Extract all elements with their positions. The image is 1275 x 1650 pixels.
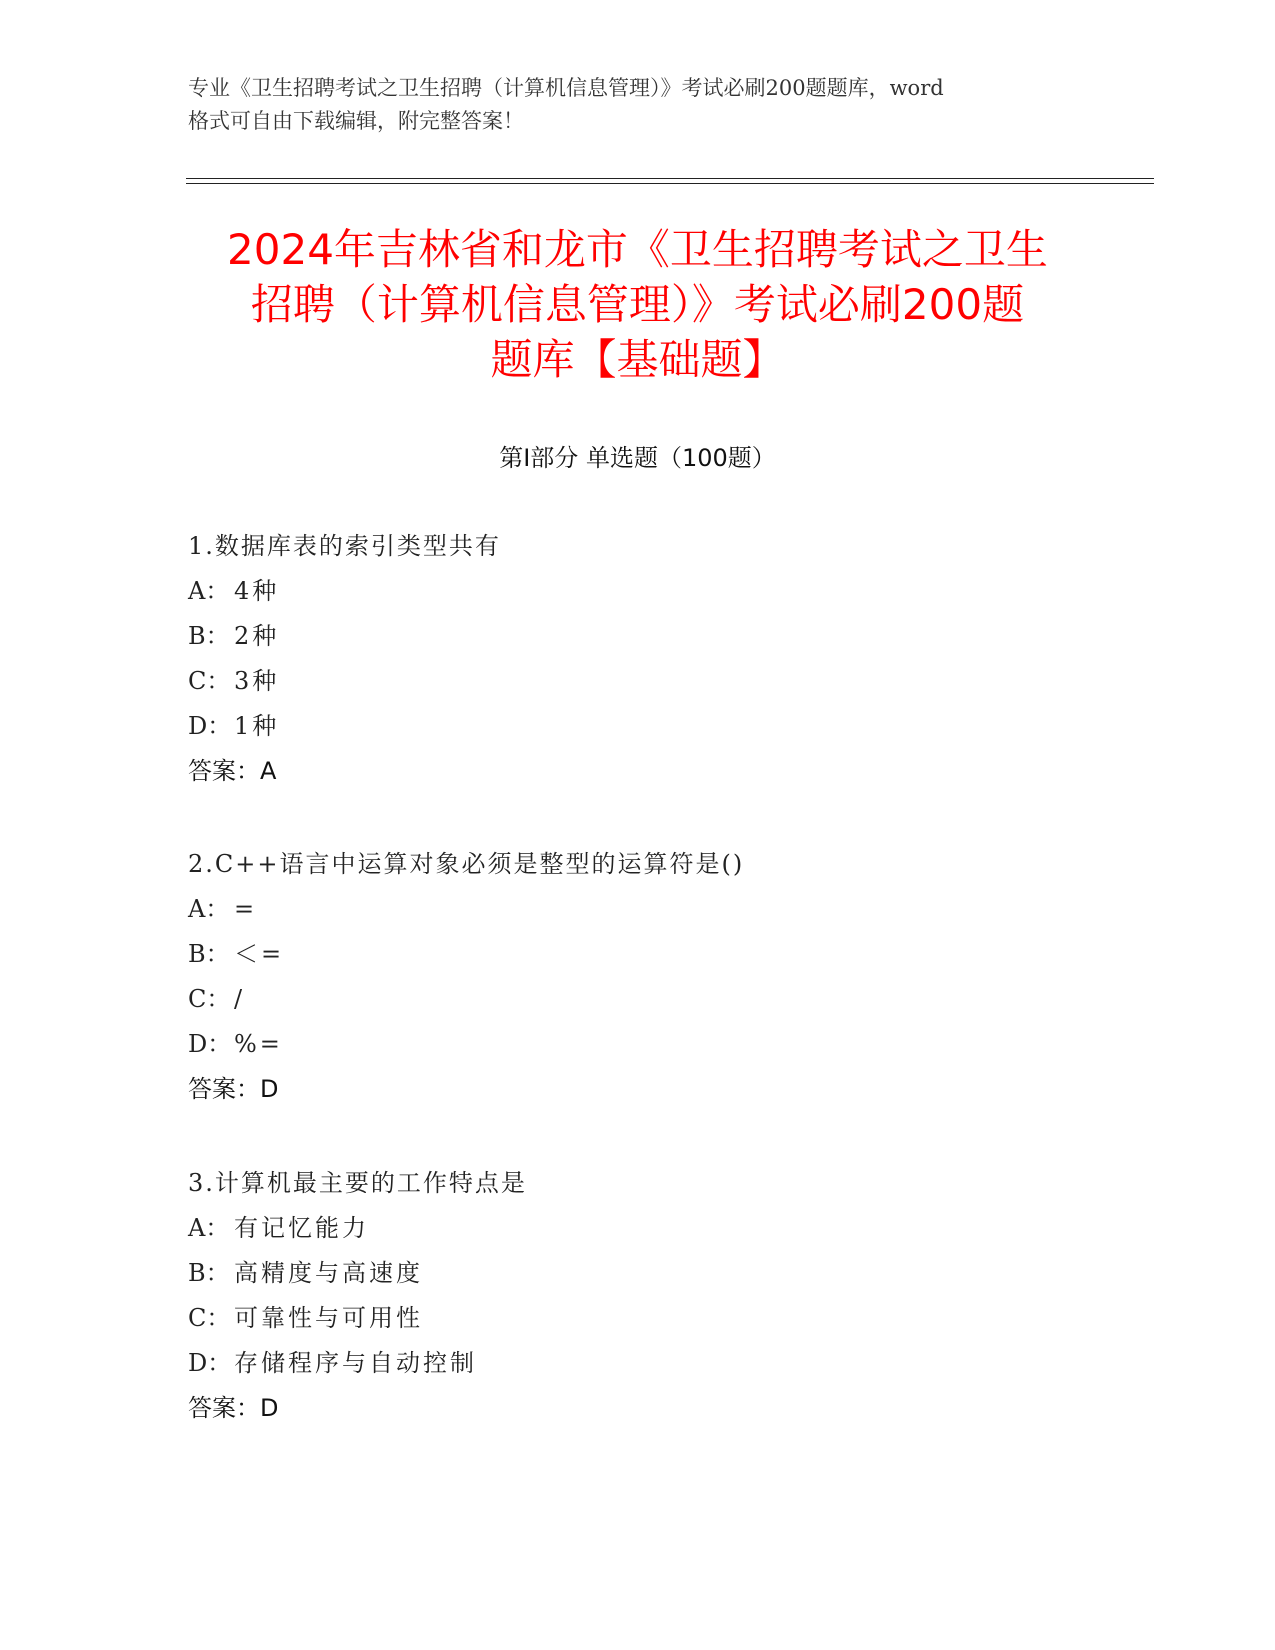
option-key: A：: [188, 577, 230, 605]
option-key: D：: [188, 1030, 232, 1058]
header-note: [188, 72, 1088, 138]
question-stem: 1.数据库表的索引类型共有: [188, 532, 501, 560]
answer-line: 答案：A: [188, 757, 277, 785]
option-text: 存储程序与自动控制: [234, 1349, 477, 1377]
document-title-line-2: 招聘（计算机信息管理）》考试必刷200题: [250, 280, 1025, 329]
option-key: A：: [188, 1214, 230, 1242]
question-3: [188, 1161, 988, 1431]
option-text: 2种: [234, 622, 280, 650]
document-title-line-1: 2024年吉林省和龙市《卫生招聘考试之卫生: [227, 225, 1048, 274]
option-text: ＜=: [234, 940, 285, 968]
option-a: [188, 569, 988, 614]
header-note-line-2: 格式可自由下载编辑，附完整答案！: [188, 109, 524, 133]
option-text: 4种: [234, 577, 280, 605]
question-1: [188, 524, 988, 794]
section-title: 第Ⅰ部分 单选题（100题）: [499, 444, 776, 472]
option-key: B：: [188, 622, 230, 650]
document-title: [170, 222, 1105, 387]
question-stem: 3.计算机最主要的工作特点是: [188, 1169, 527, 1197]
option-b: [188, 614, 988, 659]
option-text: 有记忆能力: [234, 1214, 369, 1242]
option-b: [188, 932, 988, 977]
document-title-line-3: 题库【基础题】: [490, 335, 785, 384]
header-note-line-1: 专业《卫生招聘考试之卫生招聘（计算机信息管理）》考试必刷200题题库，word: [188, 76, 944, 100]
option-a: [188, 1206, 988, 1251]
option-d: [188, 1022, 988, 1067]
option-c: [188, 659, 988, 704]
option-text: 1种: [234, 712, 280, 740]
option-key: B：: [188, 940, 230, 968]
answer-line: 答案：D: [188, 1394, 279, 1422]
option-a: [188, 887, 988, 932]
option-text: 高精度与高速度: [234, 1259, 423, 1287]
question-stem: 2.C++语言中运算对象必须是整型的运算符是(): [188, 850, 745, 878]
option-c: [188, 1296, 988, 1341]
option-c: [188, 977, 988, 1022]
option-text: /: [234, 985, 246, 1013]
option-key: D：: [188, 712, 232, 740]
option-key: C：: [188, 1304, 231, 1332]
answer-line: 答案：D: [188, 1075, 279, 1103]
option-key: B：: [188, 1259, 230, 1287]
option-text: =: [234, 895, 258, 923]
option-text: 3种: [234, 667, 280, 695]
header-divider-top: [186, 178, 1154, 179]
option-d: [188, 1341, 988, 1386]
option-text: %=: [234, 1030, 283, 1058]
option-key: A：: [188, 895, 230, 923]
question-2: [188, 842, 988, 1112]
header-divider-bottom: [186, 183, 1154, 184]
option-b: [188, 1251, 988, 1296]
option-key: C：: [188, 667, 231, 695]
option-text: 可靠性与可用性: [234, 1304, 423, 1332]
option-d: [188, 704, 988, 749]
option-key: D：: [188, 1349, 232, 1377]
option-key: C：: [188, 985, 231, 1013]
